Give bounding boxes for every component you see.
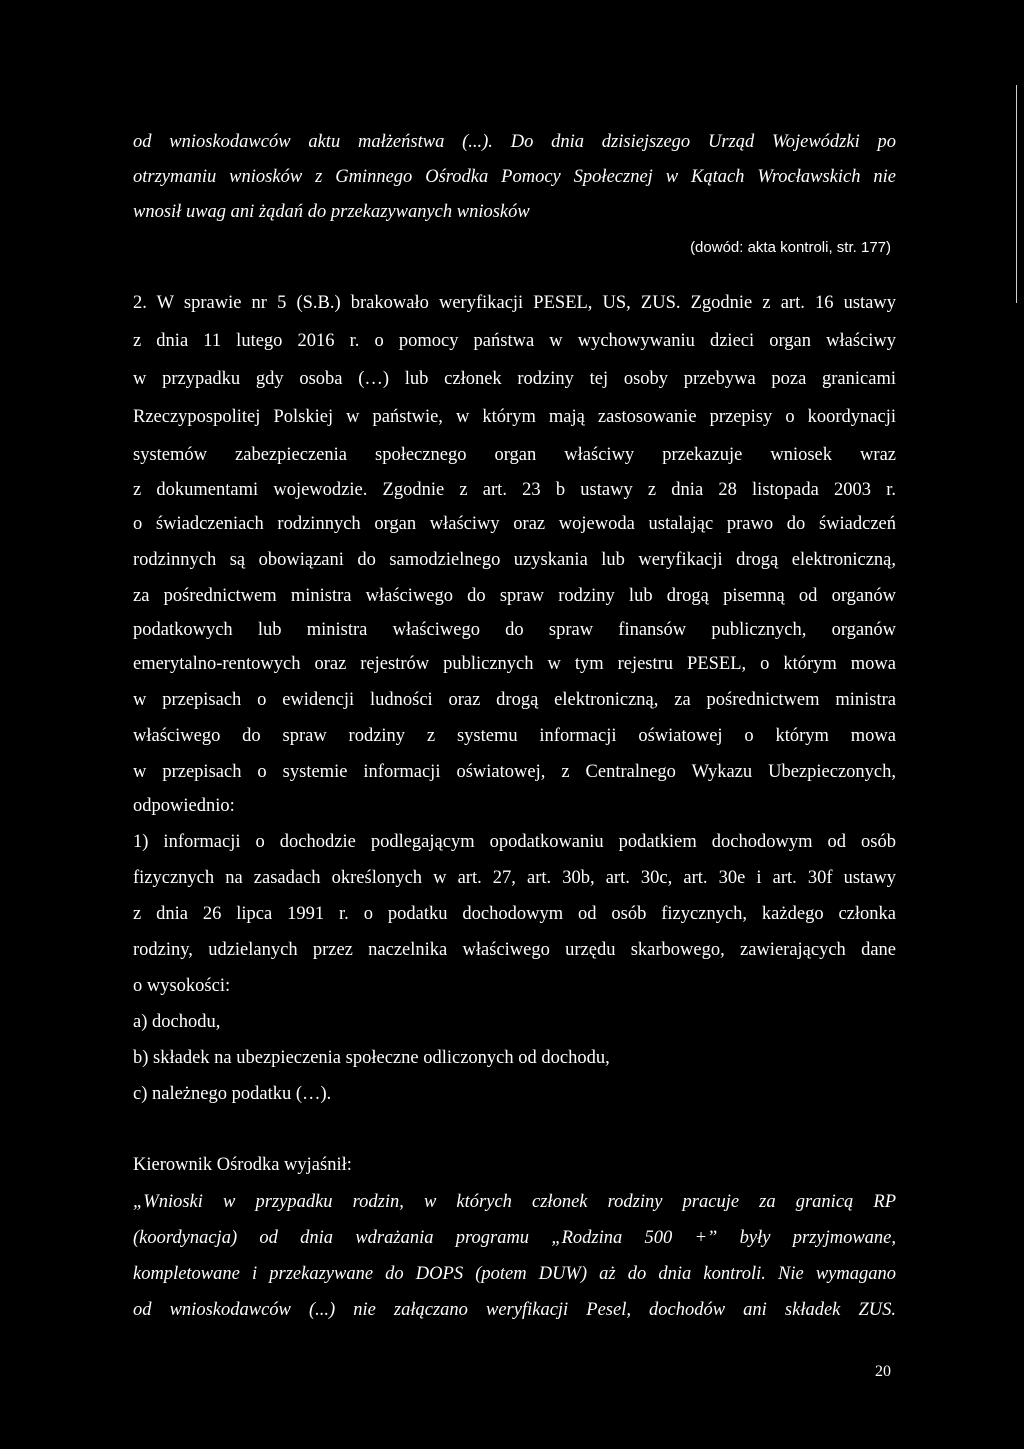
section2-line: w przepisach o ewidencji ludności oraz drogą elektroniczną, za pośrednictwem ministra — [133, 690, 896, 710]
sub-item-b: b) składek na ubezpieczenia społeczne odliczonych od dochodu, — [133, 1048, 610, 1068]
section2-line: o świadczeniach rodzinnych organ właściwy oraz wojewoda ustalając prawo do świadczeń — [133, 514, 896, 534]
item1-line: 1) informacji o dochodzie podlegającym opodatkowaniu podatkiem dochodowym od osób — [133, 832, 896, 852]
section2-line: podatkowych lub ministra właściwego do spraw finansów publicznych, organów — [133, 620, 896, 640]
evidence-reference: (dowód: akta kontroli, str. 177) — [690, 239, 891, 256]
margin-rule — [1016, 85, 1017, 303]
item1-line: rodziny, udzielanych przez naczelnika właściwego urzędu skarbowego, zawierających dane — [133, 940, 896, 960]
section2-line: w przepisach o systemie informacji oświatowej, z Centralnego Wykazu Ubezpieczonych, — [133, 762, 896, 782]
quote-line: „Wnioski w przypadku rodzin, w których członek rodziny pracuje za granicą RP — [133, 1192, 896, 1212]
respectively-label: odpowiednio: — [133, 796, 235, 816]
section2-line: z dokumentami wojewodzie. Zgodnie z art. 23 b ustawy z dnia 28 listopada 2003 r. — [133, 480, 896, 500]
sub-item-a: a) dochodu, — [133, 1012, 221, 1032]
item1-line-last: o wysokości: — [133, 976, 231, 996]
explanation-heading: Kierownik Ośrodka wyjaśnił: — [133, 1155, 352, 1175]
quote-line: od wnioskodawców (...) nie załączano weryfikacji Pesel, dochodów ani składek ZUS. — [133, 1300, 896, 1320]
section2-line: w przypadku gdy osoba (…) lub członek rodziny tej osoby przebywa poza granicami — [133, 369, 896, 389]
section2-line: emerytalno-rentowych oraz rejestrów publicznych w tym rejestru PESEL, o którym mowa — [133, 654, 896, 674]
section2-line: właściwego do spraw rodziny z systemu informacji oświatowej o którym mowa — [133, 726, 896, 746]
item1-line: fizycznych na zasadach określonych w art. 27, art. 30b, art. 30c, art. 30e i art. 30f ustawy — [133, 868, 896, 888]
section2-line: rodzinnych są obowiązani do samodzielnego uzyskania lub weryfikacji drogą elektroniczną, — [133, 550, 896, 570]
quote-line: (koordynacja) od dnia wdrażania programu „Rodzina 500 +” były przyjmowane, — [133, 1228, 896, 1248]
item1-line: z dnia 26 lipca 1991 r. o podatku dochodowym od osób fizycznych, każdego członka — [133, 904, 896, 924]
section2-line: systemów zabezpieczenia społecznego organ właściwy przekazuje wniosek wraz — [133, 445, 896, 465]
page-number: 20 — [875, 1363, 891, 1380]
section2-line: za pośrednictwem ministra właściwego do spraw rodziny lub drogą pisemną od organów — [133, 586, 896, 606]
intro-line-1: od wnioskodawców aktu małżeństwa (...). Do dnia dzisiejszego Urząd Wojewódzki po — [133, 132, 896, 152]
section2-line: Rzeczypospolitej Polskiej w państwie, w którym mają zastosowanie przepisy o koordynacji — [133, 407, 896, 427]
section2-line: z dnia 11 lutego 2016 r. o pomocy państwa w wychowywaniu dzieci organ właściwy — [133, 331, 896, 351]
intro-line-last: wnosił uwag ani żądań do przekazywanych wniosków — [133, 202, 530, 222]
sub-item-c: c) należnego podatku (…). — [133, 1084, 332, 1104]
section2-first-line: 2. W sprawie nr 5 (S.B.) brakowało weryfikacji PESEL, US, ZUS. Zgodnie z art. 16 ustawy — [133, 293, 896, 313]
quote-line: kompletowane i przekazywane do DOPS (potem DUW) aż do dnia kontroli. Nie wymagano — [133, 1264, 896, 1284]
intro-line-2: otrzymaniu wniosków z Gminnego Ośrodka Pomocy Społecznej w Kątach Wrocławskich nie — [133, 167, 896, 187]
